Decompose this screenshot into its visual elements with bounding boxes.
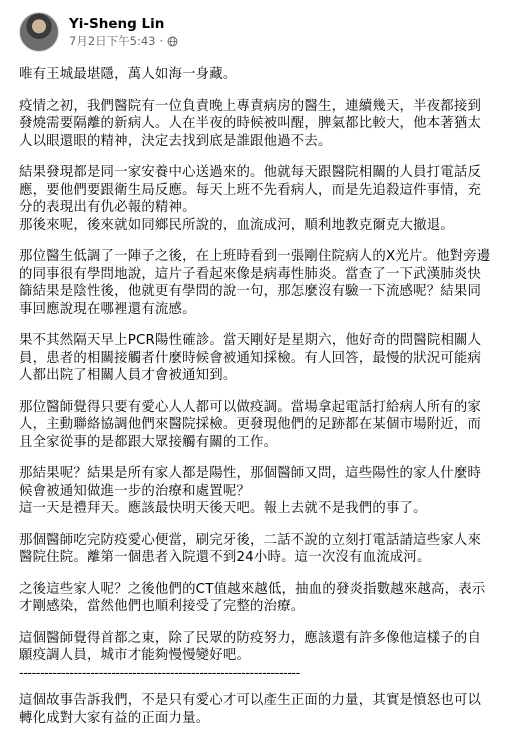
post-body <box>19 66 491 727</box>
post-paragraph: 唯有王城最堪隱，萬人如海一身藏。 <box>19 67 237 82</box>
post-paragraph: 這個故事告訴我們，不是只有愛心才可以產生正面的力量，其實是憤怒也可以轉化成對大家有益的正面力量。 <box>19 693 482 726</box>
post-paragraph: 果不其然隔天早上PCR陽性確診。當天剛好是星期六，他好奇的問醫院相關人員，患者的相關接觸者什麼時候會被通知採檢。有人回答，最慢的狀況可能病人都出院了相關人員才會被通知到。 <box>19 333 482 383</box>
post-paragraph: 結果發現都是同一家安養中心送過來的。他就每天跟醫院相關的人員打電話反應，要他們要跟衛生局反應。每天上班不先看病人，而是先追殺這件事情，充分的表現出有仇必報的精神。 那後來呢，後來就如同鄉民所說的，血流成河，順利地教克爾克大撤退。 <box>19 165 482 233</box>
post-paragraph: 之後這些家人呢？之後他們的CT值越來越低，抽血的發炎指數越來越高，表示才剛感染，當然他們也順利接受了完整的治療。 <box>19 581 486 614</box>
post-paragraph: 那位醫生低調了一陣子之後，在上班時看到一張剛住院病人的X光片。他對旁邊的同事很有學問地說，這片子看起來像是病毒性肺炎。當查了一下武漢肺炎快篩結果是陰性後，他就更有學問的說一句，那怎麼沒有驗一下流感呢？結果同事回應說現在哪裡還有流感。 <box>19 249 491 317</box>
post-header <box>19 10 491 54</box>
divider-line: ------------------------------------------------------------------- <box>19 665 300 681</box>
avatar[interactable] <box>19 12 59 52</box>
post-paragraph: 那個醫師吃完防疫愛心便當，刷完牙後，二話不說的立刻打電話請這些家人來醫院住院。離第一個患者入院還不到24小時。這一次沒有血流成河。 <box>19 532 482 565</box>
post-meta <box>69 15 178 49</box>
post-paragraph: 疫情之初，我們醫院有一位負責晚上專責病房的醫生，連續幾天，半夜都接到發燒需要隔離的新病人。人在半夜的時候被叫醒，脾氣都比較大，他本著猶太人以眼還眼的精神，決定去找到底是誰跟他過不去。 <box>19 98 482 149</box>
separator-dot: · <box>159 34 164 48</box>
post-subline <box>69 33 178 49</box>
post-paragraph: 這個醫師覺得首都之東，除了民眾的防疫努力，應該還有許多像他這樣子的自願疫調人員，城市才能夠慢慢變好吧。 <box>19 630 482 663</box>
post-paragraph: 那位醫師覺得只要有愛心人人都可以做疫調。當場拿起電話打給病人所有的家人，主動聯絡協調他們來醫院採檢。更發現他們的足跡都在某個市場附近，而且全家從事的是都跟大眾接觸有關的工作。 <box>19 399 482 450</box>
post-date[interactable]: 7月2日下午5:43 <box>69 34 156 48</box>
author-name[interactable]: Yi-Sheng Lin <box>69 16 165 32</box>
post-paragraph: 那結果呢？結果是所有家人都是陽性，那個醫師又問，這些陽性的家人什麼時候會被通知做進一步的治療和處置呢？ 這一天是禮拜天。應該最快明天後天吧。報上去就不是我們的事了。 <box>19 466 482 516</box>
globe-icon[interactable] <box>167 36 178 47</box>
